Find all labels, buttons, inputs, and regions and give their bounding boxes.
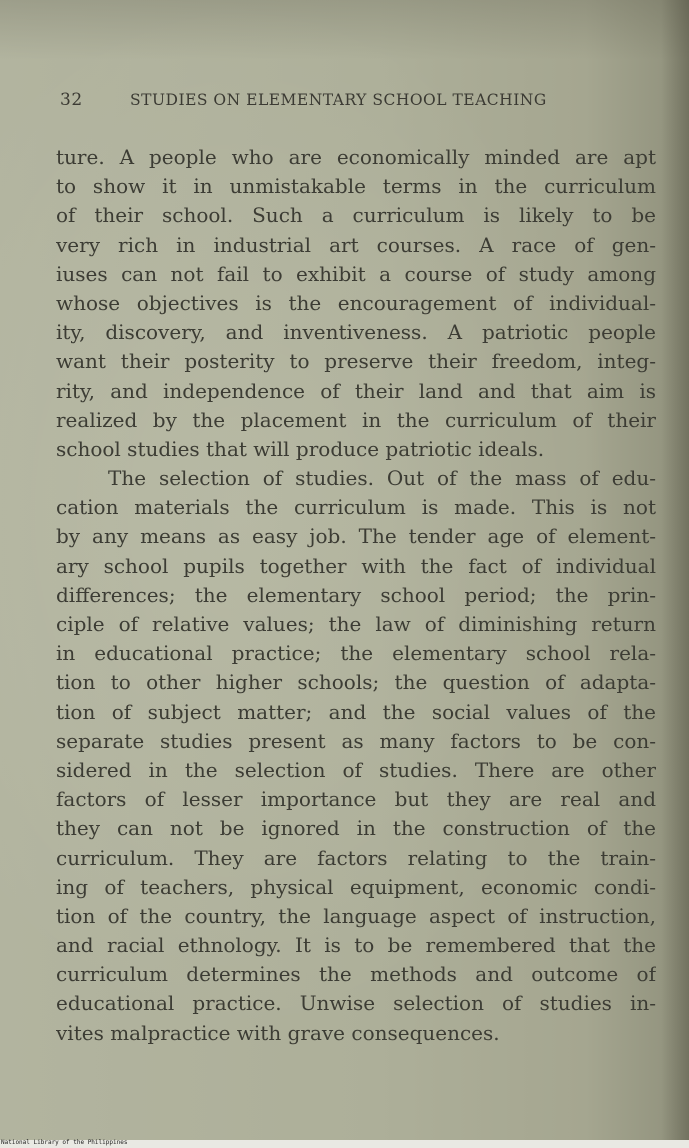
text-line: school studies that will produce patriotic ideals.	[56, 436, 545, 461]
text-line: tion to other higher schools; the question of adapta-	[56, 670, 656, 695]
text-line: educational practice. Unwise selection of studies in-	[56, 991, 656, 1016]
text-line: sidered in the selection of studies. There are other	[56, 757, 656, 782]
page-number: 32	[60, 90, 83, 110]
text-line: iuses can not fail to exhibit a course of study among	[56, 261, 656, 286]
text-line: and racial ethnology. It is to be remembered that the	[56, 933, 656, 958]
text-line: factors of lesser importance but they are real and	[56, 787, 656, 812]
text-line: The selection of studies. Out of the mass of edu-	[108, 466, 656, 491]
text-line: by any means as easy job. The tender age of element-	[56, 524, 656, 549]
text-line: whose objectives is the encouragement of individual-	[56, 290, 656, 315]
text-line: very rich in industrial art courses. A race of gen-	[56, 232, 656, 257]
text-line: to show it in unmistakable terms in the curriculum	[56, 174, 656, 199]
text-line: curriculum. They are factors relating to the train-	[56, 845, 656, 870]
running-header	[60, 90, 620, 110]
text-line: separate studies present as many factors to be con-	[56, 728, 656, 753]
text-line: ing of teachers, physical equipment, economic condi-	[56, 874, 656, 899]
text-line: they can not be ignored in the construction of the	[56, 816, 656, 841]
text-line: differences; the elementary school period; the prin-	[56, 582, 656, 607]
text-line: want their posterity to preserve their freedom, integ-	[56, 349, 656, 374]
text-line: curriculum determines the methods and outcome of	[56, 962, 656, 987]
text-line: cation materials the curriculum is made. This is not	[56, 495, 656, 520]
text-line: ity, discovery, and inventiveness. A patriotic people	[56, 320, 656, 345]
text-line: tion of subject matter; and the social values of the	[56, 699, 656, 724]
paragraph-1	[56, 143, 656, 464]
body-text	[56, 143, 656, 1048]
text-line: tion of the country, the language aspect of instruction,	[56, 903, 656, 928]
scan-footer	[0, 1140, 689, 1148]
library-credit: National Library of the Philippines	[1, 1139, 128, 1146]
text-line: of their school. Such a curriculum is likely to be	[56, 203, 656, 228]
text-line: rity, and independence of their land and that aim is	[56, 378, 656, 403]
text-line: vites malpractice with grave consequences.	[56, 1020, 500, 1045]
text-line: ciple of relative values; the law of diminishing return	[56, 612, 656, 636]
text-line: ture. A people who are economically minded are apt	[56, 145, 656, 169]
text-line: realized by the placement in the curriculum of their	[56, 407, 656, 432]
text-line: in educational practice; the elementary school rela-	[56, 641, 656, 666]
text-line: ary school pupils together with the fact of individual	[56, 553, 656, 578]
running-title: STUDIES ON ELEMENTARY SCHOOL TEACHING	[130, 91, 547, 109]
paragraph-2	[56, 464, 656, 1048]
